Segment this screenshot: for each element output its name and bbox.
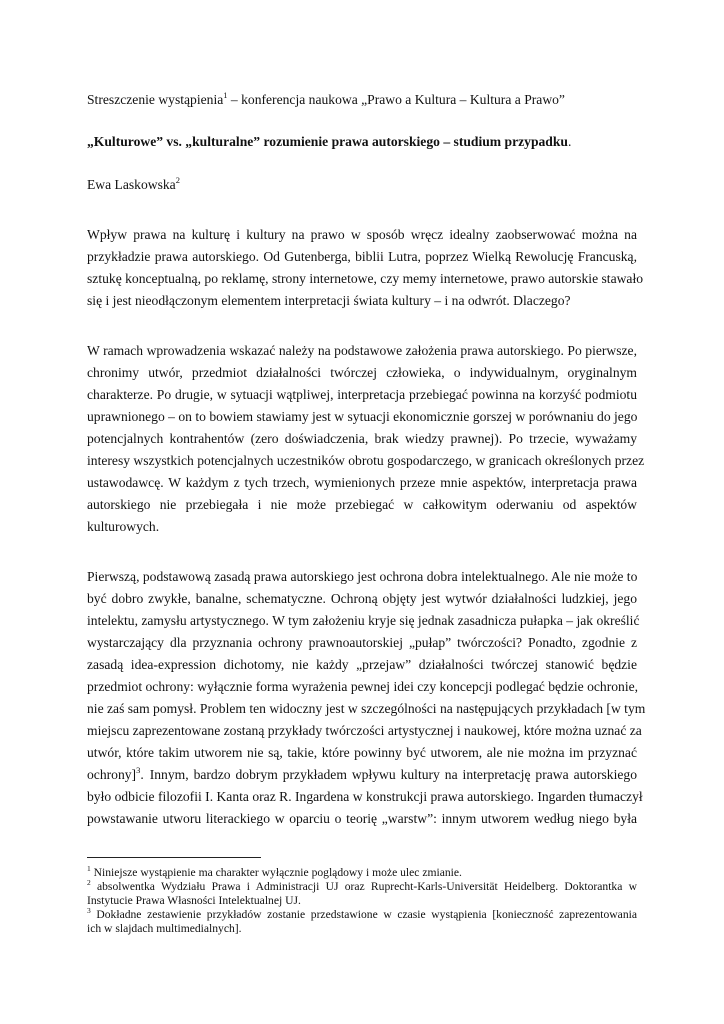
author-name: Ewa Laskowska [87,177,176,192]
paragraph-line: chronimy utwór, przedmiot działalności twórczej człowieka, o indywidualnym, oryginalnym [87,365,637,380]
paragraph-line: intelektu, zamysłu artystycznego. W tym założeniu kryje się jednak zasadnicza pułapka – jak określić [87,613,640,628]
paragraph-line: było odbicie filozofii I. Kanta oraz R. Ingardena w konstrukcji prawa autorskiego. Ingarden tłumaczył [87,789,643,804]
paragraph-line: interesy wszystkich potencjalnych uczestników obrotu gospodarczego, w granicach określonych przez [87,453,645,468]
footnote-2-cont: Instytucie Prawa Własności Intelektualnej UJ. [87,894,301,907]
footnote-2 [87,880,637,894]
footnote-ref-1[interactable]: 1 [223,90,228,100]
paragraph-line: miejscu zaprezentowane zostaną przykłady twórczości artystycznej i naukowej, które można uznać za [87,723,642,738]
paragraph-line: być dobro zwykłe, banalne, schematyczne. Ochroną objęty jest wytwór działalności ludzkiej, jego [87,591,637,606]
footnote-text: Niniejsze wystąpienie ma charakter wyłącznie poglądowy i może ulec zmianie. [90,866,462,879]
paragraph-line-start [87,767,144,783]
footnote-1 [87,866,462,880]
paragraph-line: wystarczający dla przyznania ochrony prawnoautorskiej „pułap” twórczości? Ponadto, zgodnie z [87,635,637,650]
footnote-number: 3 [87,906,91,915]
footnote-separator [87,857,261,858]
title-period: . [568,134,572,149]
title-text: „Kulturowe” vs. „kulturalne” rozumienie prawa autorskiego – studium przypadku [87,134,568,149]
inline-text: ochrony] [87,767,137,782]
paragraph-line: nie zaś sam pomysł. Problem ten widoczny jest w szczególności na następujących przykładach [w tym [87,701,646,716]
paragraph-line: utwór, które takim utworem nie są, takie, które powinny być utworem, ale nie można im przyznać [87,745,637,760]
document-title [87,134,571,150]
paragraph-line: W ramach wprowadzenia wskazać należy na podstawowe założenia prawa autorskiego. Po pierwsze, [87,343,637,358]
footnote-3 [87,908,637,922]
paragraph-line-rest: Innym, bardzo dobrym przykładem wpływu kultury na interpretację prawa autorskiego [149,767,637,782]
paragraph-line [87,767,637,783]
paragraph-line: zasadą idea-expression dichotomy, nie każdy „przejaw” działalności twórczej stanowić będzie [87,657,637,672]
footnote-ref-3[interactable]: 3 [136,765,141,775]
document-header [87,92,565,108]
header-conference: – konferencja naukowa „Prawo a Kultura – Kultura a Prawo” [227,92,565,107]
footnote-3-cont: ich w slajdach multimedialnych]. [87,922,242,935]
header-text: Streszczenie wystąpienia [87,92,224,107]
paragraph-line: autorskiego nie przebiegała i nie może przebiegać w całkowitym oderwaniu od aspektów [87,497,637,512]
paragraph-line: uprawnionego – on to bowiem stawiamy jest w sytuacji ekonomicznie gorszej w porównaniu do jego [87,409,638,424]
footnote-text: Dokładne zestawienie przykładów zostanie przedstawione w czasie wystąpienia [konieczność zaprezentowania [90,908,637,921]
paragraph-line: przedmiot ochrony: wyłącznie forma wyrażenia pewnej idei czy koncepcji podlegać będzie ochronie, [87,679,639,694]
author-line [87,177,180,193]
footnote-number: 2 [87,878,91,887]
paragraph-line: się i jest nieodłączonym elementem interpretacji świata kultury – i na odwrót. Dlaczego? [87,293,571,308]
footnote-ref-2[interactable]: 2 [175,175,180,185]
paragraph-line: Pierwszą, podstawową zasadą prawa autorskiego jest ochrona dobra intelektualnego. Ale nie może to [87,569,638,584]
paragraph-line: powstawanie utworu literackiego w oparciu o teorię „warstw”: innym utworem według niego była [87,811,637,826]
paragraph-line: ustawodawcę. W każdym z tych trzech, wymienionych przeze mnie aspektów, interpretacja prawa [87,475,637,490]
footnote-text: absolwentka Wydziału Prawa i Administracji UJ oraz Ruprecht-Karls-Universität Heidelberg. Doktorantka w [90,880,637,893]
footnote-number: 1 [87,864,91,873]
paragraph-line: potencjalnych kontrahentów (zero doświadczenia, brak wiedzy prawnej). Po trzecie, wyważamy [87,431,637,446]
paragraph-line: charakterze. Po drugie, w sytuacji wątpliwej, interpretacja przebiegać powinna na korzyść podmiotu [87,387,637,402]
paragraph-line: kulturowych. [87,519,160,534]
paragraph-line: przykładzie prawa autorskiego. Od Gutenberga, biblii Lutra, poprzez Wielką Rewolucję Francuską, [87,249,637,264]
paragraph-line: sztukę konceptualną, po reklamę, strony internetowe, czy memy internetowe, prawo autorskie stawało [87,271,644,286]
inline-text: . [140,767,144,782]
paragraph-line: Wpływ prawa na kulturę i kultury na prawo w sposób wręcz idealny zaobserwować można na [87,227,637,242]
